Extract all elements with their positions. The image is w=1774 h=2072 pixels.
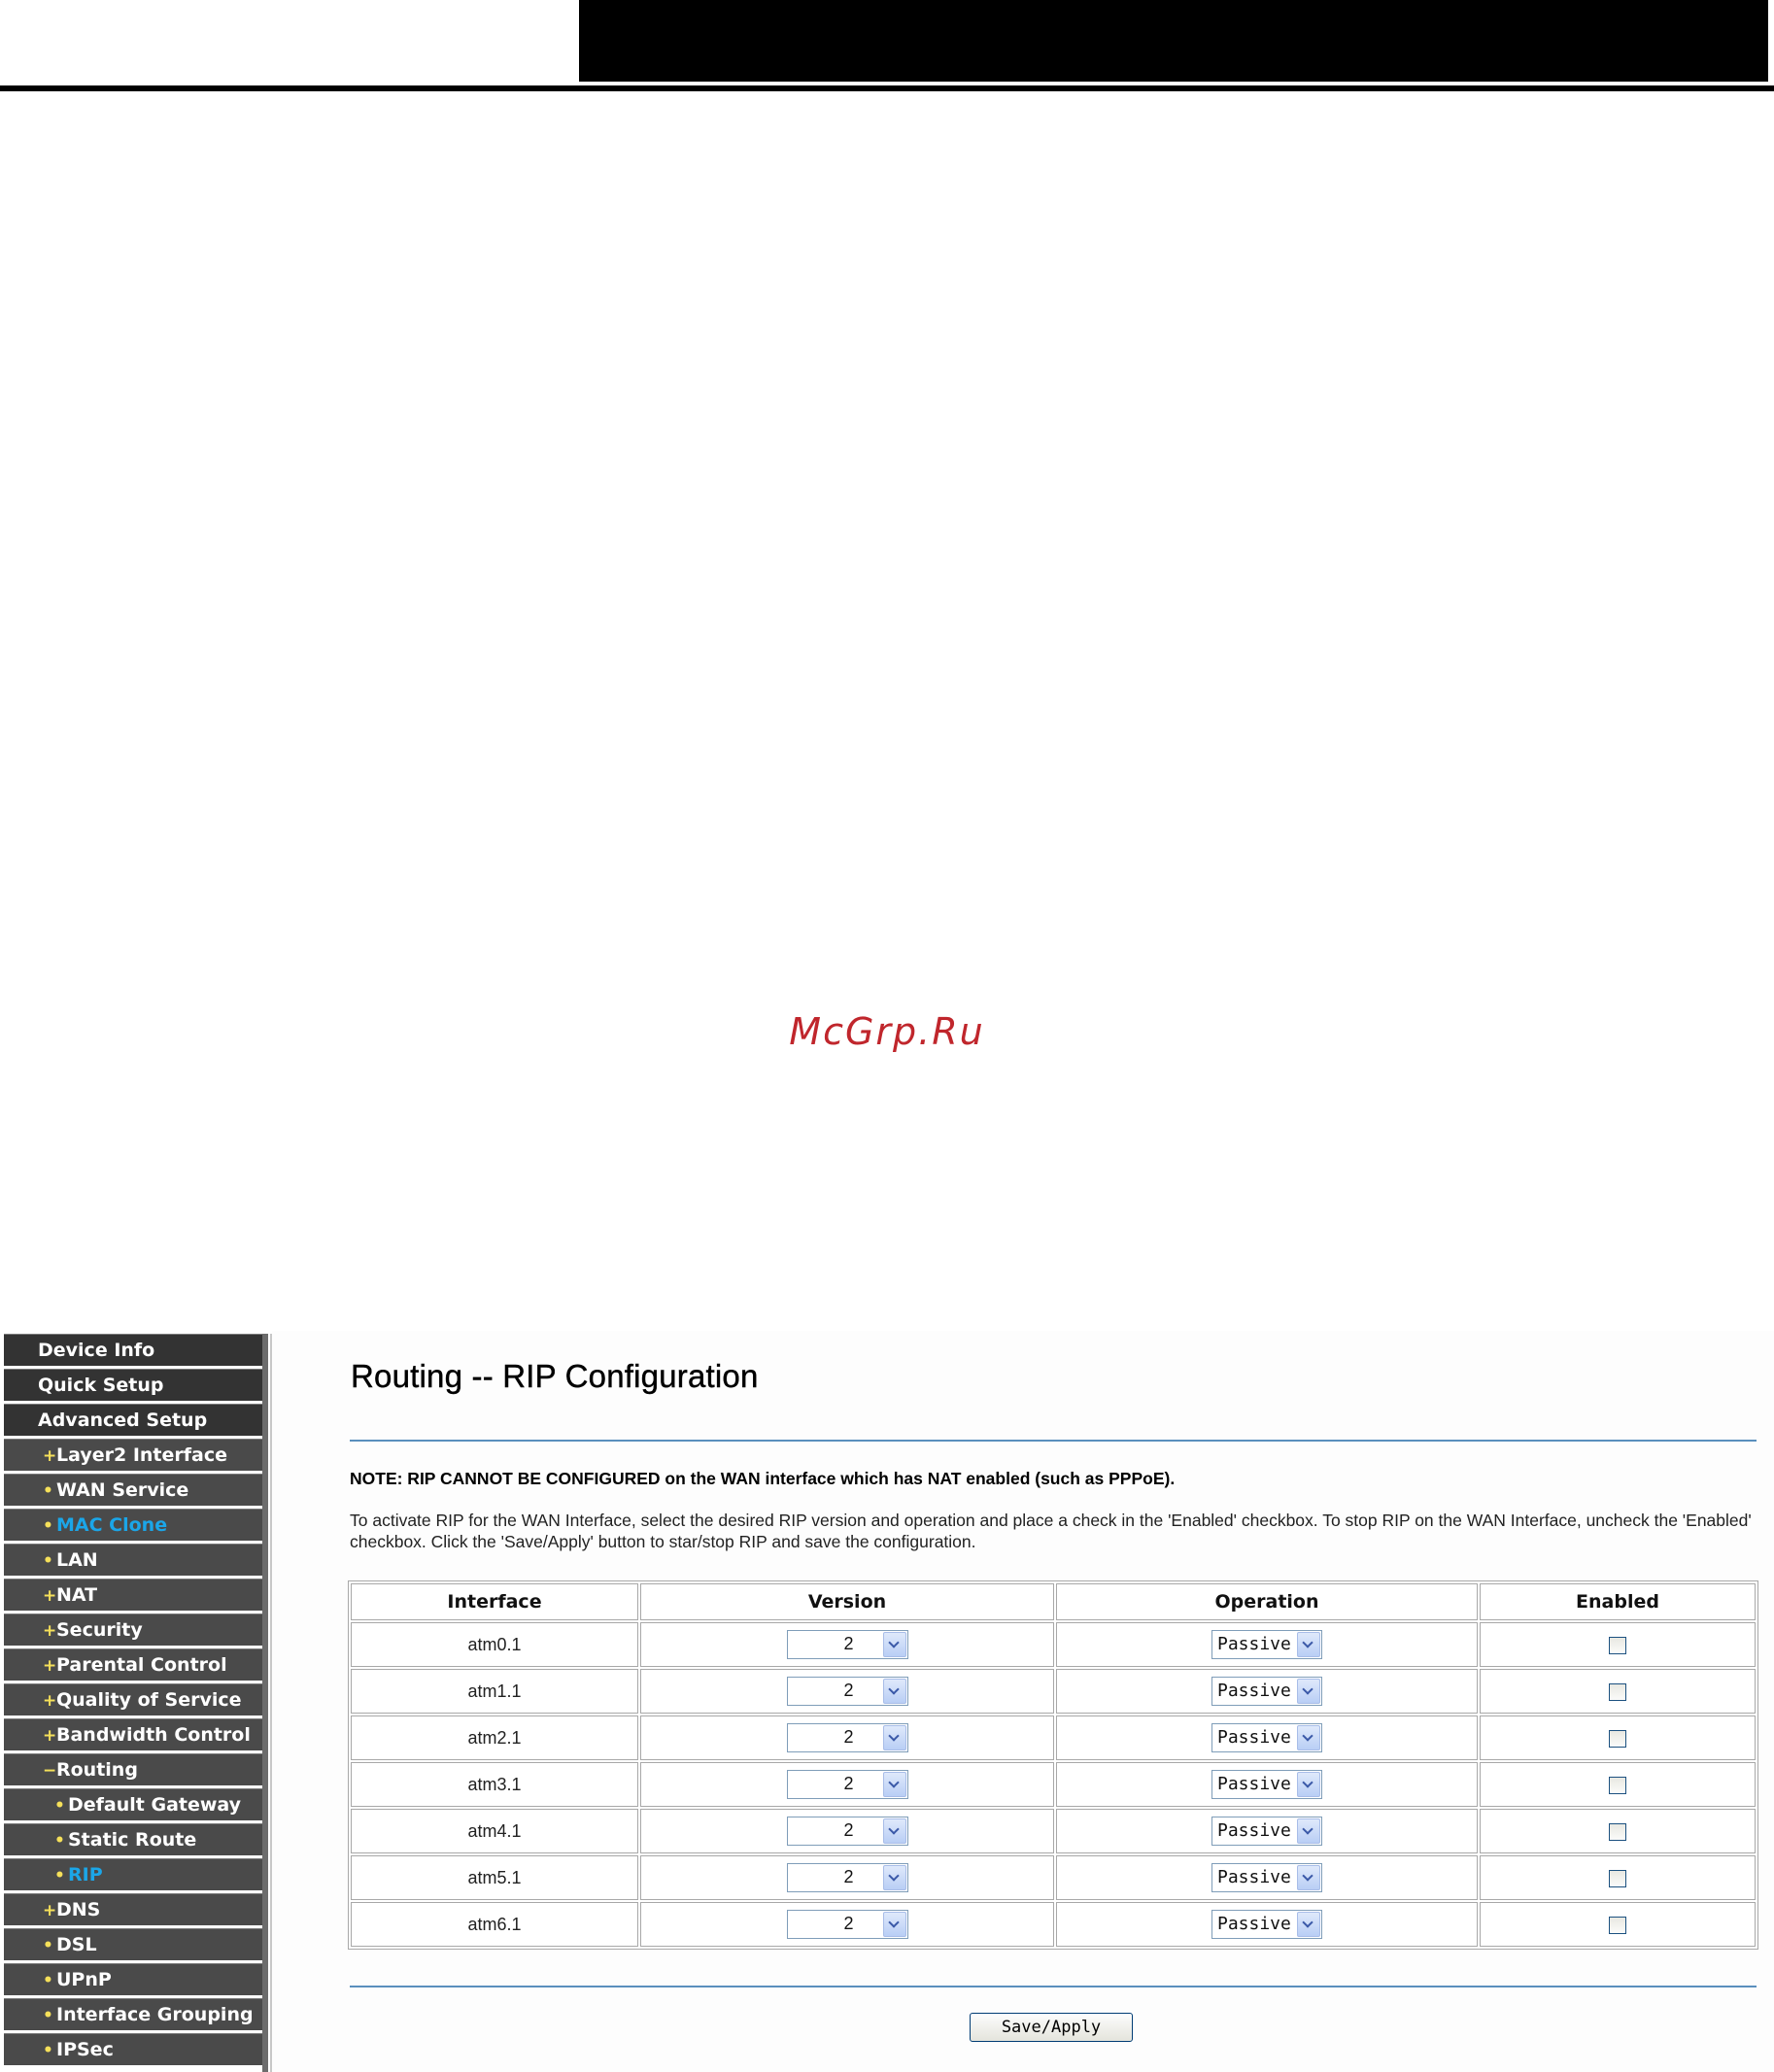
nav-bullet-icon: • bbox=[54, 1831, 65, 1851]
interface-cell: atm5.1 bbox=[351, 1855, 638, 1900]
interface-cell: atm6.1 bbox=[351, 1902, 638, 1947]
sidebar-item-label: Bandwidth Control bbox=[56, 1724, 251, 1746]
interface-cell: atm4.1 bbox=[351, 1809, 638, 1853]
chevron-down-icon[interactable] bbox=[1297, 1865, 1320, 1890]
sidebar-item-static-route[interactable] bbox=[4, 1823, 262, 1855]
sidebar-item-label: Layer2 Interface bbox=[56, 1444, 227, 1466]
chevron-down-icon[interactable] bbox=[1297, 1818, 1320, 1844]
sidebar-item-upnp[interactable] bbox=[4, 1963, 262, 1995]
sidebar-item-rip[interactable] bbox=[4, 1858, 262, 1890]
nav-bullet-icon: • bbox=[54, 1796, 65, 1816]
sidebar-item-label: Interface Grouping bbox=[56, 2004, 254, 2025]
enabled-checkbox[interactable] bbox=[1609, 1777, 1626, 1794]
sidebar-nav bbox=[4, 1334, 268, 2072]
chevron-down-icon[interactable] bbox=[883, 1679, 906, 1704]
interface-cell: atm2.1 bbox=[351, 1715, 638, 1760]
sidebar-item-default-gateway[interactable] bbox=[4, 1788, 262, 1820]
sidebar-item-label: Device Info bbox=[38, 1340, 155, 1361]
nav-bullet-icon: • bbox=[43, 2006, 53, 2025]
operation-select[interactable] bbox=[1211, 1863, 1322, 1892]
header-version: Version bbox=[640, 1583, 1054, 1620]
operation-cell bbox=[1056, 1715, 1478, 1760]
operation-value: Passive bbox=[1217, 1634, 1291, 1654]
operation-cell bbox=[1056, 1809, 1478, 1853]
nav-bullet-icon: + bbox=[43, 1726, 57, 1746]
sidebar-item-label: LAN bbox=[56, 1549, 98, 1571]
chevron-down-icon[interactable] bbox=[1297, 1912, 1320, 1937]
version-select[interactable] bbox=[787, 1723, 908, 1752]
sidebar-item-label: Security bbox=[56, 1619, 143, 1641]
sidebar-item-interface-grouping[interactable] bbox=[4, 1998, 262, 2030]
version-value: 2 bbox=[843, 1681, 854, 1700]
table-row bbox=[351, 1809, 1756, 1853]
operation-select[interactable] bbox=[1211, 1630, 1322, 1659]
version-value: 2 bbox=[843, 1634, 854, 1653]
operation-select[interactable] bbox=[1211, 1770, 1322, 1799]
version-cell bbox=[640, 1669, 1054, 1714]
top-divider bbox=[350, 1440, 1757, 1442]
table-row bbox=[351, 1902, 1756, 1947]
chevron-down-icon[interactable] bbox=[1297, 1679, 1320, 1704]
interface-cell: atm1.1 bbox=[351, 1669, 638, 1714]
enabled-checkbox[interactable] bbox=[1609, 1917, 1626, 1934]
enabled-cell bbox=[1480, 1855, 1756, 1900]
operation-value: Passive bbox=[1217, 1727, 1291, 1748]
nav-bullet-icon: • bbox=[43, 1516, 53, 1536]
operation-value: Passive bbox=[1217, 1867, 1291, 1887]
nat-note: NOTE: RIP CANNOT BE CONFIGURED on the WAN interface which has NAT enabled (such as PPPoE). bbox=[350, 1469, 1176, 1488]
sidebar-item-mac-clone[interactable] bbox=[4, 1509, 262, 1541]
main-content bbox=[272, 1331, 1774, 2072]
router-ui-screenshot bbox=[0, 1331, 1774, 2072]
watermark-text: McGrp.Ru bbox=[789, 1010, 985, 1053]
chevron-down-icon[interactable] bbox=[883, 1772, 906, 1797]
operation-select[interactable] bbox=[1211, 1817, 1322, 1846]
version-cell bbox=[640, 1762, 1054, 1807]
chevron-down-icon[interactable] bbox=[883, 1912, 906, 1937]
table-row bbox=[351, 1622, 1756, 1667]
version-select[interactable] bbox=[787, 1770, 908, 1799]
version-value: 2 bbox=[843, 1774, 854, 1793]
table-row bbox=[351, 1855, 1756, 1900]
save-apply-button[interactable]: Save/Apply bbox=[970, 2013, 1133, 2042]
rip-description: To activate RIP for the WAN Interface, select the desired RIP version and operation and place a check in the 'Enabled' checkbox. To stop RIP on the WAN Interface, uncheck the 'Enabled' checkbox. Click the 'Save/Apply' button to star/stop RIP and save the configuration. bbox=[350, 1511, 1752, 1551]
enabled-checkbox[interactable] bbox=[1609, 1870, 1626, 1887]
enabled-cell bbox=[1480, 1902, 1756, 1947]
sidebar-item-parental-control[interactable] bbox=[4, 1648, 262, 1681]
sidebar-item-advanced-setup[interactable] bbox=[4, 1404, 262, 1436]
sidebar-item-label: Quick Setup bbox=[38, 1375, 164, 1396]
table-row bbox=[351, 1669, 1756, 1714]
nav-bullet-icon: + bbox=[43, 1901, 57, 1920]
sidebar-item-label: DSL bbox=[56, 1934, 97, 1955]
version-cell bbox=[640, 1902, 1054, 1947]
sidebar-item-label: Static Route bbox=[68, 1829, 197, 1851]
version-select[interactable] bbox=[787, 1630, 908, 1659]
operation-select[interactable] bbox=[1211, 1910, 1322, 1939]
document-header-rule bbox=[0, 85, 1774, 91]
operation-select[interactable] bbox=[1211, 1723, 1322, 1752]
version-value: 2 bbox=[843, 1820, 854, 1840]
table-row bbox=[351, 1715, 1756, 1760]
operation-value: Passive bbox=[1217, 1681, 1291, 1701]
header-operation: Operation bbox=[1056, 1583, 1478, 1620]
version-select[interactable] bbox=[787, 1863, 908, 1892]
nav-bullet-icon: • bbox=[43, 2041, 53, 2060]
table-row bbox=[351, 1762, 1756, 1807]
nav-bullet-icon: + bbox=[43, 1656, 57, 1676]
enabled-checkbox[interactable] bbox=[1609, 1683, 1626, 1701]
chevron-down-icon[interactable] bbox=[883, 1818, 906, 1844]
sidebar-item-nat[interactable] bbox=[4, 1579, 262, 1611]
enabled-cell bbox=[1480, 1669, 1756, 1714]
operation-value: Passive bbox=[1217, 1914, 1291, 1934]
chevron-down-icon[interactable] bbox=[1297, 1725, 1320, 1750]
enabled-cell bbox=[1480, 1762, 1756, 1807]
operation-value: Passive bbox=[1217, 1820, 1291, 1841]
sidebar-item-label: Routing bbox=[56, 1759, 138, 1781]
sidebar-item-quick-setup[interactable] bbox=[4, 1369, 262, 1401]
version-value: 2 bbox=[843, 1727, 854, 1747]
nav-bullet-icon: • bbox=[54, 1866, 65, 1885]
sidebar-item-label: MAC Clone bbox=[56, 1514, 168, 1536]
sidebar-item-list bbox=[4, 1334, 262, 2065]
sidebar-item-routing[interactable] bbox=[4, 1753, 262, 1785]
header-enabled: Enabled bbox=[1480, 1583, 1756, 1620]
sidebar-item-dsl[interactable] bbox=[4, 1928, 262, 1960]
nav-bullet-icon: + bbox=[43, 1586, 57, 1606]
nav-bullet-icon: • bbox=[43, 1936, 53, 1955]
sidebar-item-ipsec[interactable] bbox=[4, 2033, 262, 2065]
sidebar-item-security[interactable] bbox=[4, 1613, 262, 1646]
sidebar-item-label: DNS bbox=[56, 1899, 101, 1920]
version-value: 2 bbox=[843, 1914, 854, 1933]
sidebar-item-bandwidth-control[interactable] bbox=[4, 1718, 262, 1750]
table-header-row bbox=[351, 1583, 1756, 1620]
nav-bullet-icon: + bbox=[43, 1691, 57, 1711]
chevron-down-icon[interactable] bbox=[1297, 1632, 1320, 1657]
interface-cell: atm3.1 bbox=[351, 1762, 638, 1807]
enabled-cell bbox=[1480, 1715, 1756, 1760]
nav-bullet-icon: • bbox=[43, 1551, 53, 1571]
sidebar-item-dns[interactable] bbox=[4, 1893, 262, 1925]
chevron-down-icon[interactable] bbox=[883, 1725, 906, 1750]
document-header-bar bbox=[579, 0, 1768, 82]
sidebar-item-label: UPnP bbox=[56, 1969, 112, 1990]
sidebar-item-label: NAT bbox=[56, 1584, 98, 1606]
sidebar-item-label: Advanced Setup bbox=[38, 1410, 208, 1431]
version-select[interactable] bbox=[787, 1910, 908, 1939]
sidebar-item-label: Quality of Service bbox=[56, 1689, 242, 1711]
header-interface: Interface bbox=[351, 1583, 638, 1620]
version-cell bbox=[640, 1809, 1054, 1853]
chevron-down-icon[interactable] bbox=[883, 1865, 906, 1890]
rip-config-table bbox=[348, 1580, 1758, 1950]
nav-bullet-icon: + bbox=[43, 1446, 57, 1466]
nav-bullet-icon: • bbox=[43, 1481, 53, 1501]
sidebar-item-label: RIP bbox=[68, 1864, 103, 1885]
sidebar-item-label: Parental Control bbox=[56, 1654, 227, 1676]
interface-cell: atm0.1 bbox=[351, 1622, 638, 1667]
version-cell bbox=[640, 1855, 1054, 1900]
rip-table-body bbox=[351, 1622, 1756, 1947]
operation-select[interactable] bbox=[1211, 1677, 1322, 1706]
nav-bullet-icon: − bbox=[43, 1761, 57, 1781]
sidebar-item-layer2-interface[interactable] bbox=[4, 1439, 262, 1471]
enabled-checkbox[interactable] bbox=[1609, 1637, 1626, 1654]
operation-value: Passive bbox=[1217, 1774, 1291, 1794]
version-select[interactable] bbox=[787, 1677, 908, 1706]
sidebar-item-device-info[interactable] bbox=[4, 1334, 262, 1366]
chevron-down-icon[interactable] bbox=[883, 1632, 906, 1657]
bottom-divider bbox=[350, 1986, 1757, 1987]
sidebar-item-label: WAN Service bbox=[56, 1479, 189, 1501]
sidebar-item-label: IPSec bbox=[56, 2039, 114, 2060]
enabled-checkbox[interactable] bbox=[1609, 1823, 1626, 1841]
operation-cell bbox=[1056, 1669, 1478, 1714]
operation-cell bbox=[1056, 1762, 1478, 1807]
sidebar-item-label: Default Gateway bbox=[68, 1794, 242, 1816]
enabled-cell bbox=[1480, 1809, 1756, 1853]
nav-bullet-icon: • bbox=[43, 1971, 53, 1990]
version-select[interactable] bbox=[787, 1817, 908, 1846]
operation-cell bbox=[1056, 1622, 1478, 1667]
chevron-down-icon[interactable] bbox=[1297, 1772, 1320, 1797]
operation-cell bbox=[1056, 1902, 1478, 1947]
sidebar-item-wan-service[interactable] bbox=[4, 1474, 262, 1506]
version-cell bbox=[640, 1622, 1054, 1667]
operation-cell bbox=[1056, 1855, 1478, 1900]
enabled-checkbox[interactable] bbox=[1609, 1730, 1626, 1748]
page-title: Routing -- RIP Configuration bbox=[351, 1358, 759, 1394]
nav-bullet-icon: + bbox=[43, 1621, 57, 1641]
version-cell bbox=[640, 1715, 1054, 1760]
sidebar-item-quality-of-service[interactable] bbox=[4, 1683, 262, 1715]
enabled-cell bbox=[1480, 1622, 1756, 1667]
version-value: 2 bbox=[843, 1867, 854, 1886]
sidebar-item-lan[interactable] bbox=[4, 1544, 262, 1576]
